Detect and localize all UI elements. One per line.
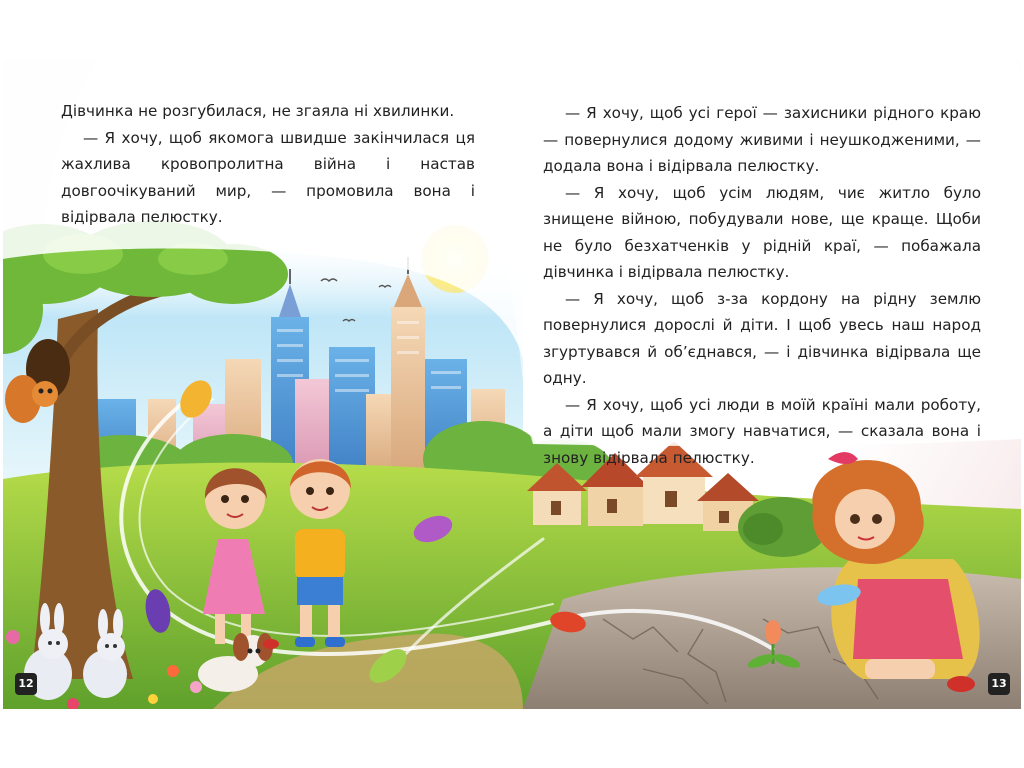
- paragraph: — Я хочу, щоб з-за кордону на рідну землю повернулися дорослі й діти. І щоб увесь наш народ згуртувався й об’єднався, — і дівчинка відірвала ще одну.: [543, 289, 981, 387]
- paragraph: — Я хочу, щоб усі герої — захисники рідного краю — повернулися додому живими і неушкодженими, — додала вона і відірвала пелюстку.: [543, 104, 981, 175]
- paragraph: Дівчинка не розгубилася, не згаяла ні хвилинки.: [61, 102, 455, 120]
- book-spread: [3, 59, 1021, 709]
- right-page-text: [543, 100, 981, 471]
- paragraph: — Я хочу, щоб усім людям, чиє житло було знищене війною, побудували нове, ще краще. Щоби не було безхатченків у рідній краї, — побажала дівчинка і відірвала пелюстку.: [543, 183, 981, 281]
- page-number-right: 13: [988, 673, 1010, 695]
- paragraph: — Я хочу, щоб якомога швидше закінчилася ця жахлива кровопролитна війна і настав довгоочікуваний мир, — промовила вона і відірвала пелюстку.: [61, 128, 475, 226]
- paragraph: — Я хочу, щоб усі люди в моїй країні мали роботу, а діти щоб мали змогу навчатися, — сказала вона і знову відірвала пелюстку.: [543, 395, 981, 467]
- page-number-left: 12: [15, 673, 37, 695]
- left-page-text: [61, 98, 475, 231]
